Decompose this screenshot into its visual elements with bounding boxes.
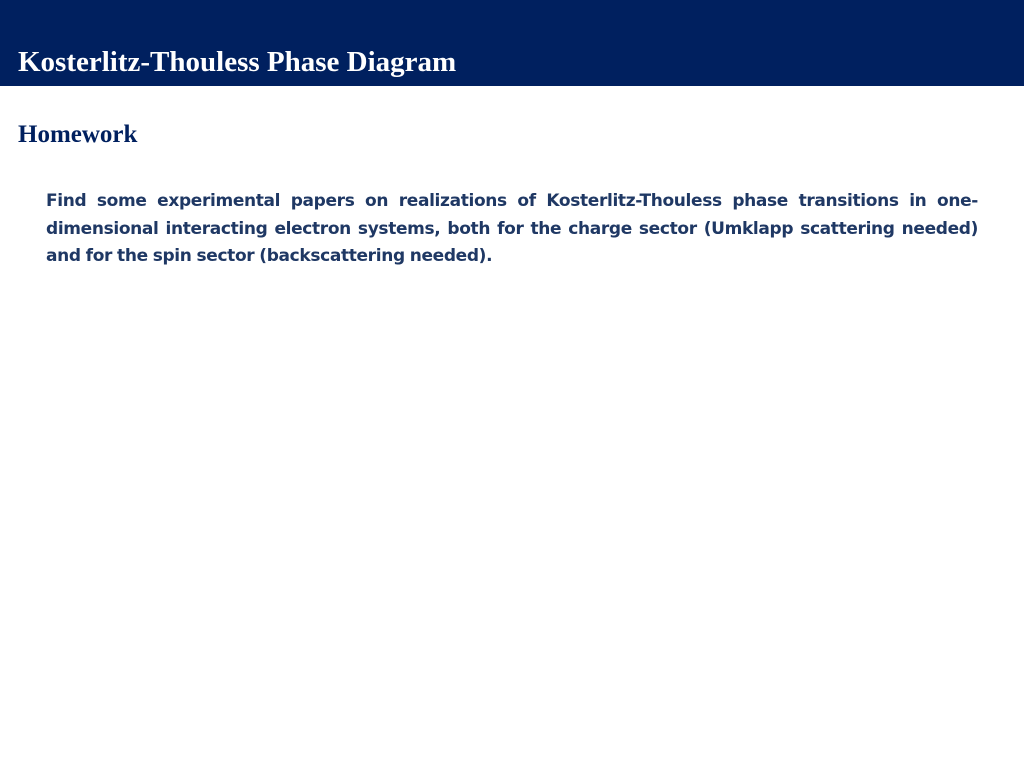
title-bar bbox=[0, 0, 1024, 86]
section-heading: Homework bbox=[18, 121, 138, 148]
slide-title: Kosterlitz-Thouless Phase Diagram bbox=[18, 46, 457, 78]
body-paragraph: Find some experimental papers on realizations of Kosterlitz-Thouless phase transitions in one-dimensional interacting electron systems, both for the charge sector (Umklapp scattering needed) and for the spin sector (backscattering needed). bbox=[46, 191, 978, 266]
